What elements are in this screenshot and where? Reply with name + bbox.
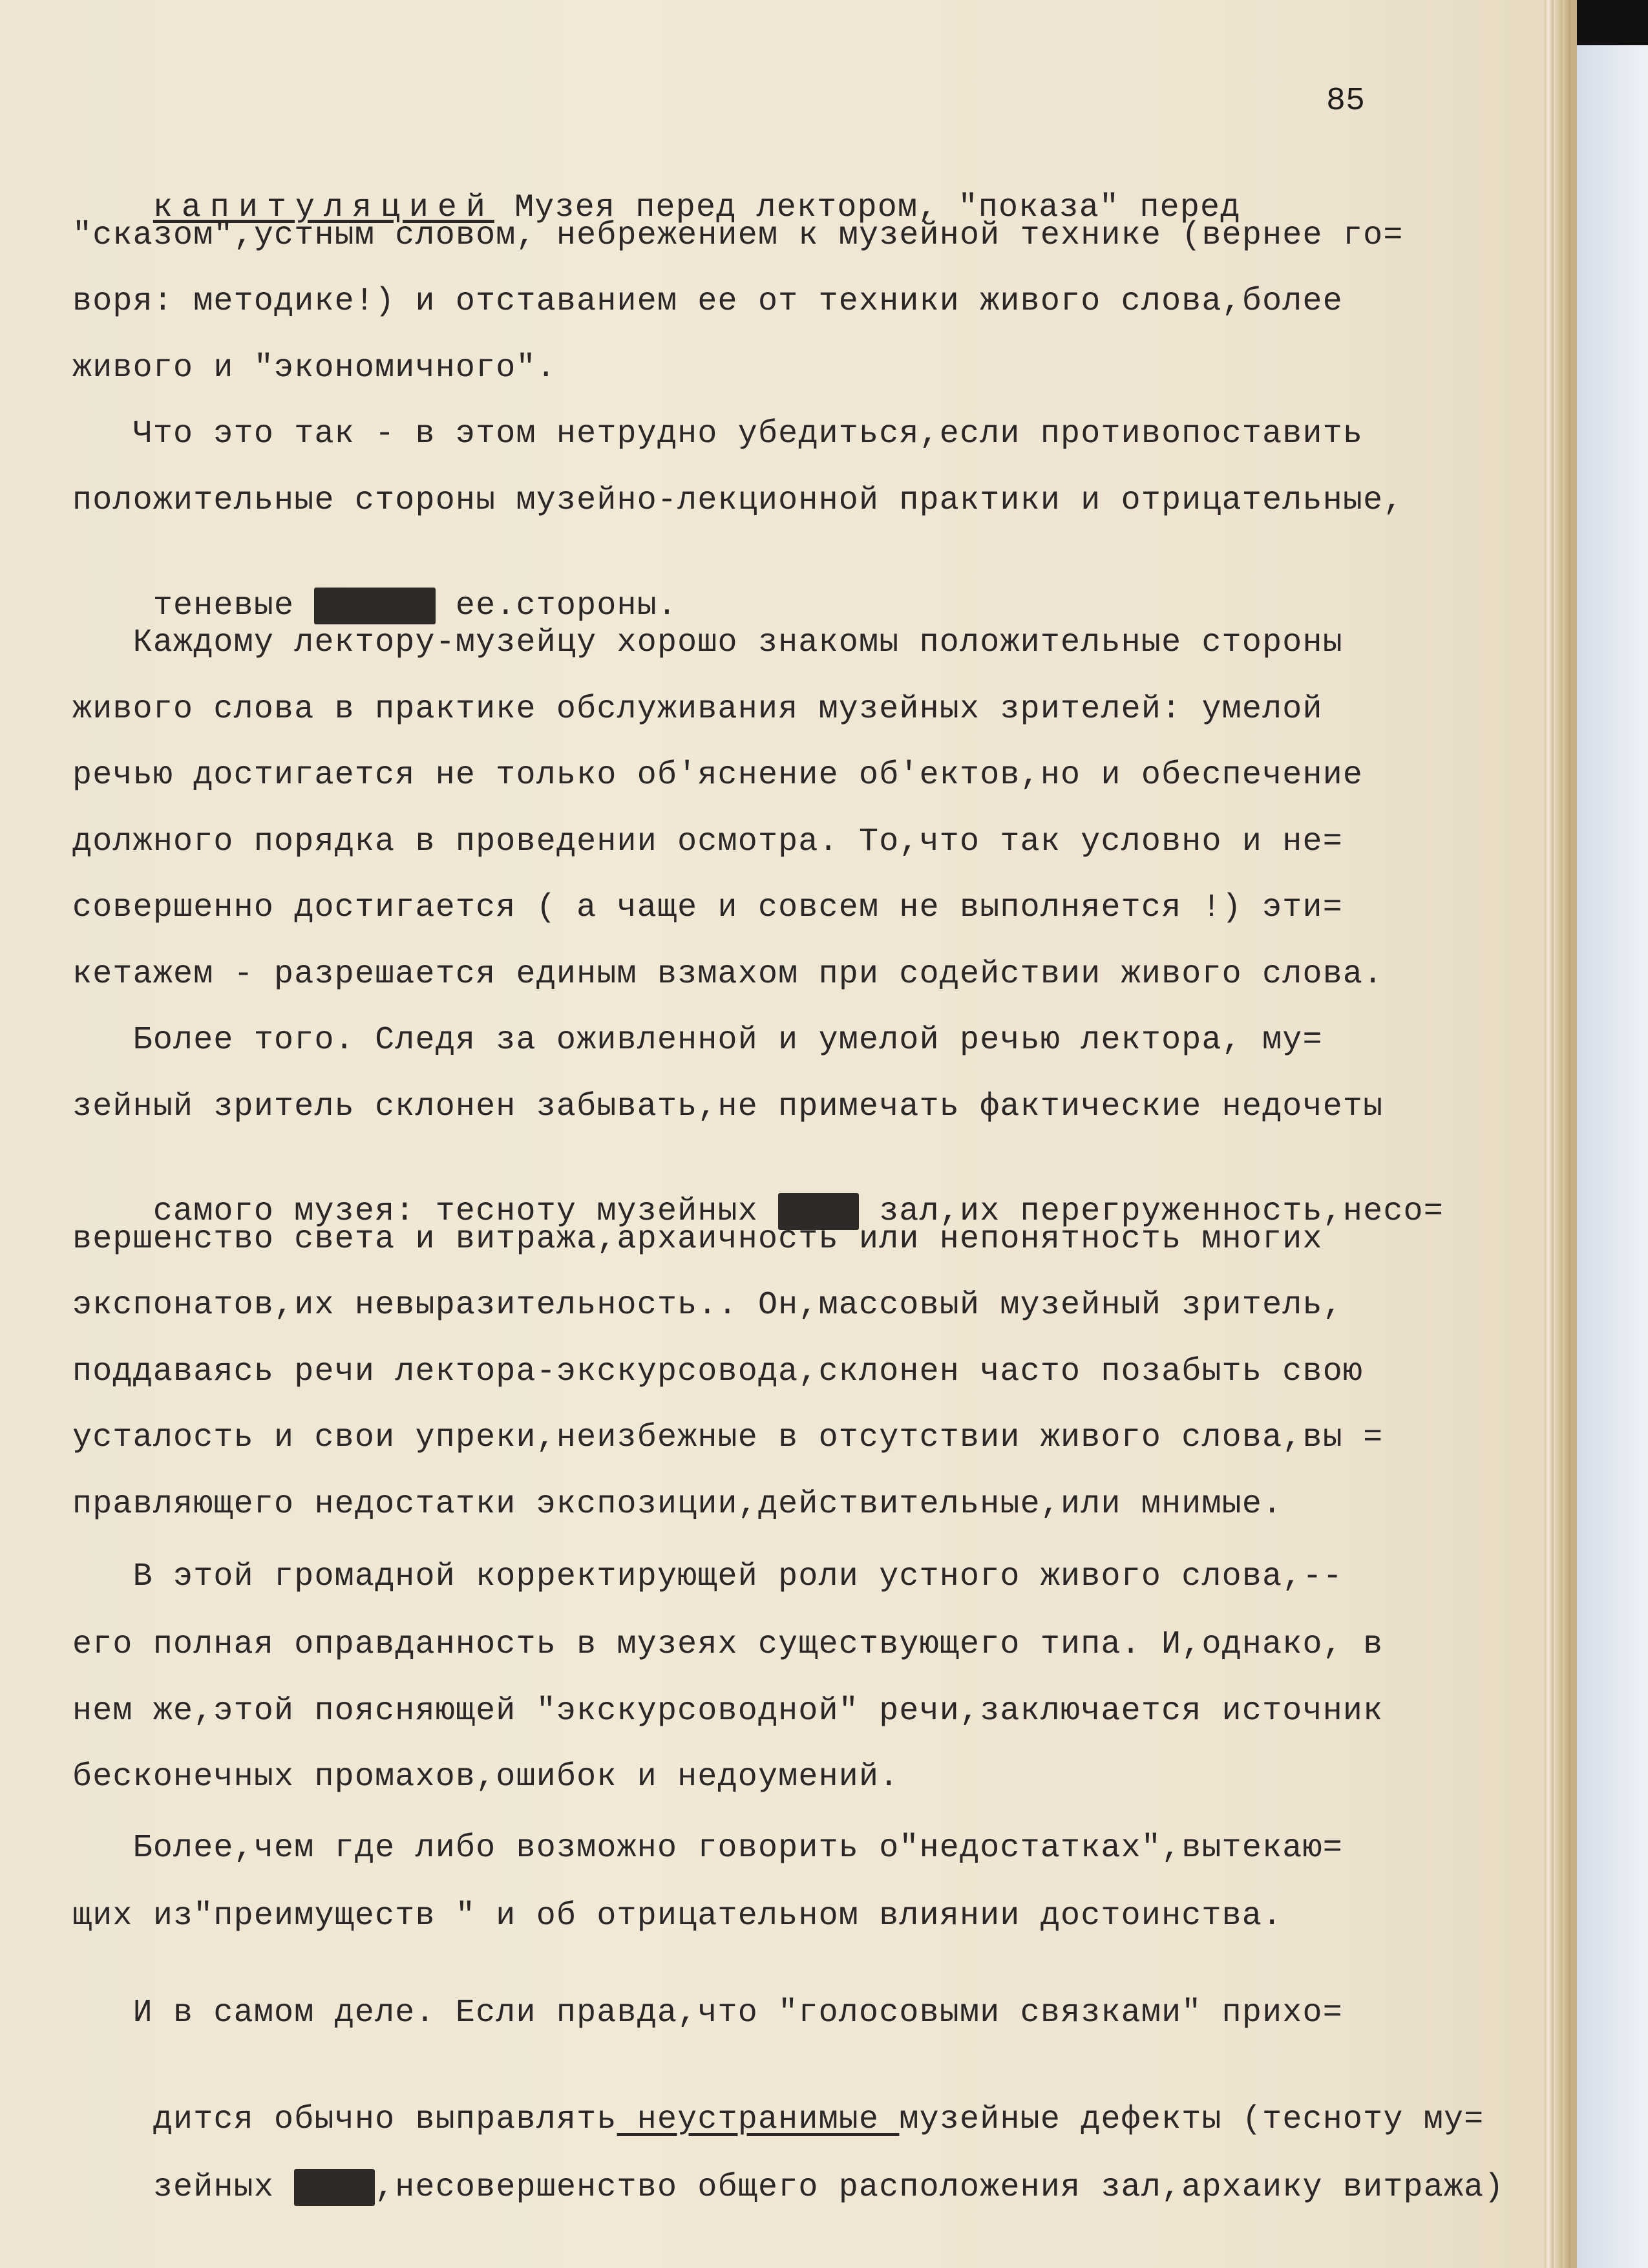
text-line: живого слова в практике обслуживания музейных зрителей: умелой	[72, 691, 1323, 728]
text-line: поддаваясь речи лектора-экскурсовода,склонен часто позабыть свою	[72, 1353, 1364, 1390]
text-line: речью достигается не только об'яснение об'ектов,но и обеспечение	[72, 757, 1364, 794]
text-line: воря: методике!) и отставанием ее от техники живого слова,более	[72, 283, 1343, 320]
text-line: Каждому лектору-музейцу хорошо знакомы положительные стороны	[72, 624, 1343, 661]
page-edge	[1563, 0, 1570, 2268]
text-line: живого и "экономичного".	[72, 350, 556, 387]
text-line: капитуляцией Музея перед лектором, "показа" перед	[153, 189, 1241, 226]
text-line: кетажем - разрешается единым взмахом при содействии живого слова.	[72, 956, 1384, 993]
text-line: "сказом",устным словом, небрежением к музейной технике (вернее го=	[72, 217, 1404, 254]
text-line: зейных ,несовершенство общего расположения зал,архаику витража)	[153, 2169, 1505, 2206]
page-edge	[1545, 0, 1554, 2268]
struck-out-text	[294, 2169, 375, 2206]
text-line: его полная оправданность в музеях существующего типа. И,однако, в	[72, 1626, 1384, 1663]
text-line: вершенство света и витража,архаичность или непонятность многих	[72, 1221, 1323, 1258]
text-line: Более того. Следя за оживленной и умелой речью лектора, му=	[72, 1022, 1323, 1059]
text-line: нем же,этой поясняющей "экскурсоводной" речи,заключается источник	[72, 1693, 1384, 1730]
scan-background	[1577, 0, 1648, 45]
text-line: И в самом деле. Если правда,что "голосовыми связками" прихо=	[72, 1995, 1343, 2031]
text-line: зейный зритель склонен забывать,не примечать фактические недочеты	[72, 1088, 1384, 1125]
page-number: 85	[1326, 83, 1366, 120]
page-edge	[1554, 0, 1563, 2268]
underlined-word: капитуляцией	[153, 189, 494, 226]
text-line: совершенно достигается ( а чаще и совсем не выполняется !) эти=	[72, 889, 1343, 926]
text-line: самого музея: тесноту музейных зал,их перегруженность,несо=	[153, 1193, 1444, 1230]
text-line: Что это так - в этом нетрудно убедиться,если противопоставить	[72, 416, 1364, 452]
text-line: Более,чем где либо возможно говорить о"недостатках",вытекаю=	[72, 1830, 1343, 1867]
text-line: теневые ее.стороны.	[153, 588, 678, 624]
text-line: усталость и свои упреки,неизбежные в отсутствии живого слова,вы =	[72, 1419, 1384, 1456]
text-line: положительные стороны музейно-лекционной практики и отрицательные,	[72, 482, 1404, 519]
text-line: В этой громадной корректирующей роли устного живого слова,--	[72, 1558, 1343, 1595]
text-line: должного порядка в проведении осмотра. То,что так условно и не=	[72, 823, 1343, 860]
scan-background	[1577, 45, 1648, 2268]
text-line: бесконечных промахов,ошибок и недоумений.	[72, 1759, 900, 1796]
underlined-word: неустранимые	[617, 2101, 900, 2138]
struck-out-text	[314, 588, 435, 624]
text-line: дится обычно выправлять неустранимые музейные дефекты (тесноту му=	[153, 2101, 1484, 2138]
text-line: правляющего недостатки экспозиции,действительные,или мнимые.	[72, 1486, 1283, 1523]
page-edge	[1570, 0, 1577, 2268]
text-line: экспонатов,их невыразительность.. Он,массовый музейный зритель,	[72, 1287, 1343, 1324]
text-line: щих из"преимуществ " и об отрицательном влиянии достоинства.	[72, 1898, 1283, 1934]
